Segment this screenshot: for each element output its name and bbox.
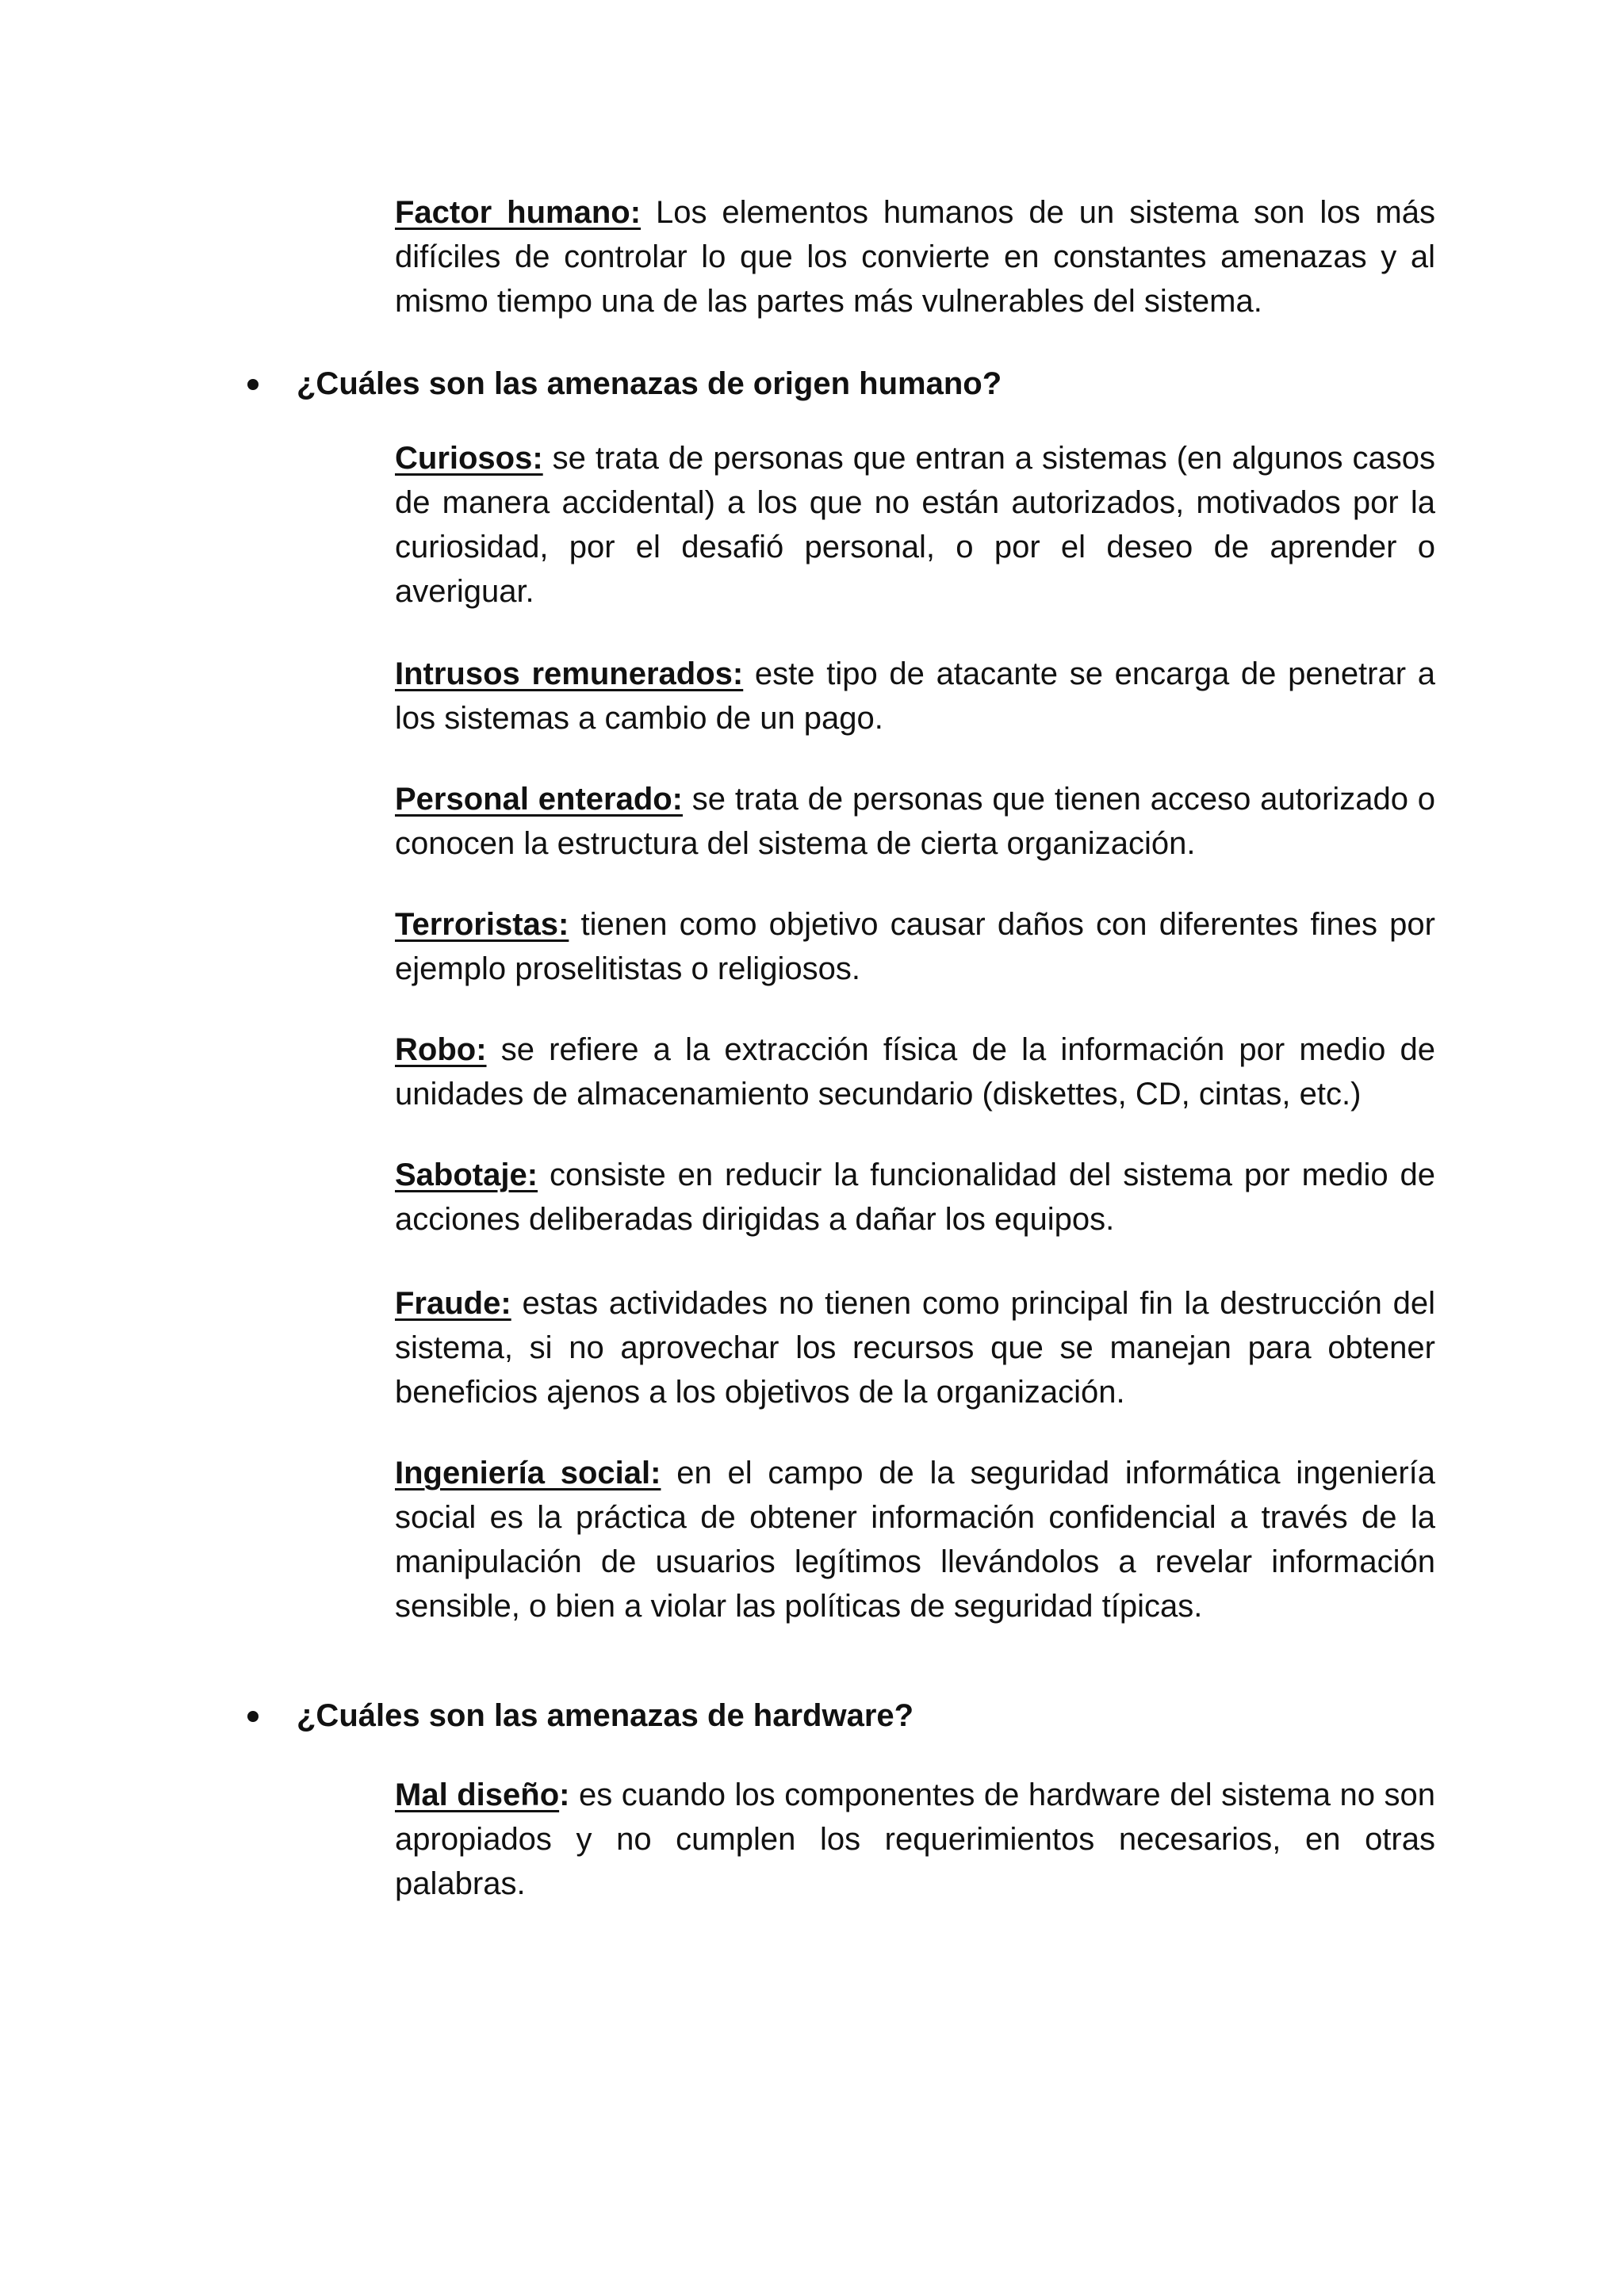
threat-text: este tipo de atacante se encarga de penetrar a los sistemas a cambio de un pago. xyxy=(395,656,1435,736)
threat-terroristas xyxy=(395,902,1435,991)
hardware-threats-heading xyxy=(247,1693,1437,1741)
threat-fraude xyxy=(395,1281,1435,1414)
intro-term: Factor humano: xyxy=(395,195,642,230)
threat-curiosos xyxy=(395,436,1435,614)
intro-paragraph xyxy=(395,190,1435,323)
human-threats-heading-text: ¿Cuáles son las amenazas de origen humano? xyxy=(297,366,1002,401)
threat-term: Robo: xyxy=(395,1032,487,1067)
threat-term: Sabotaje: xyxy=(395,1158,538,1192)
bullet-icon xyxy=(247,379,259,390)
threat-term: Curiosos: xyxy=(395,441,543,476)
threat-term: Personal enterado: xyxy=(395,782,684,817)
threat-intrusos-remunerados xyxy=(395,652,1435,740)
threat-text: es cuando los componentes de hardware del sistema no son apropiados y no cumplen los requerimientos necesarios, en otras palabras. xyxy=(395,1777,1435,1901)
threat-text: estas actividades no tienen como principal fin la destrucción del sistema, si no aprovechar los recursos que se manejan para obtener beneficios ajenos a los objetivos de la organización. xyxy=(395,1286,1435,1410)
intro-text: Los elementos humanos de un sistema son los más difíciles de controlar lo que los convierte en constantes amenazas y al mismo tiempo una de las partes más vulnerables del sistema. xyxy=(395,195,1435,319)
bullet-icon xyxy=(247,1711,259,1722)
threat-term-colon: : xyxy=(559,1777,570,1812)
threat-term: Ingeniería social: xyxy=(395,1456,661,1490)
threat-term: Mal diseño xyxy=(395,1777,560,1812)
threat-text: se refiere a la extracción física de la información por medio de unidades de almacenamiento secundario (diskettes, CD, cintas, etc.) xyxy=(395,1032,1435,1112)
human-threats-heading xyxy=(247,362,1437,409)
threat-mal-diseno xyxy=(395,1773,1435,1906)
threat-ingenieria-social xyxy=(395,1451,1435,1628)
threat-text: se trata de personas que entran a sistemas (en algunos casos de manera accidental) a los que no están autorizados, motivados por la curiosidad, por el desafió personal, o por el deseo de aprender o averiguar. xyxy=(395,441,1435,609)
threat-personal-enterado xyxy=(395,777,1435,866)
threat-robo xyxy=(395,1027,1435,1116)
hardware-threats-heading-text: ¿Cuáles son las amenazas de hardware? xyxy=(297,1698,914,1733)
threat-text: consiste en reducir la funcionalidad del sistema por medio de acciones deliberadas dirigidas a dañar los equipos. xyxy=(395,1158,1435,1237)
threat-text: en el campo de la seguridad informática ingeniería social es la práctica de obtener información confidencial a través de la manipulación de usuarios legítimos llevándolos a revelar información sensible, o bien a violar las políticas de seguridad típicas. xyxy=(395,1456,1435,1624)
threat-text: se trata de personas que tienen acceso autorizado o conocen la estructura del sistema de cierta organización. xyxy=(395,782,1435,861)
threat-text: tienen como objetivo causar daños con diferentes fines por ejemplo proselitistas o religiosos. xyxy=(395,907,1435,986)
threat-term: Intrusos remunerados: xyxy=(395,656,744,691)
threat-term: Fraude: xyxy=(395,1286,511,1321)
threat-term: Terroristas: xyxy=(395,907,569,942)
threat-sabotaje xyxy=(395,1153,1435,1242)
